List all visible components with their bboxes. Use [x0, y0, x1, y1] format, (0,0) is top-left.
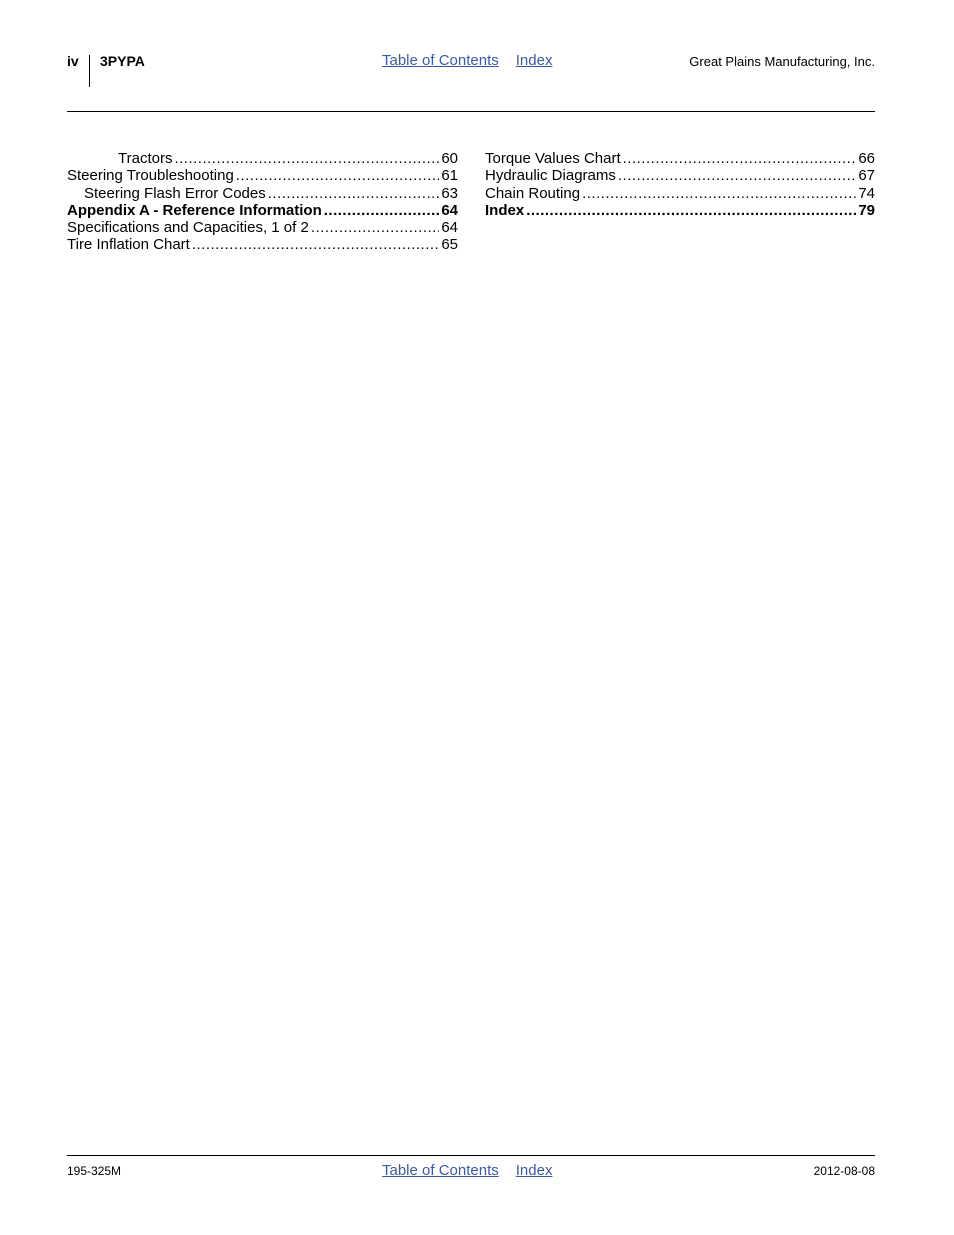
toc-entry-title: Tire Inflation Chart: [67, 236, 190, 254]
footer-rule: [67, 1155, 875, 1156]
footer-date: 2012-08-08: [813, 1164, 875, 1178]
toc-entry-page: 61: [441, 167, 458, 185]
footer-index-link[interactable]: Index: [515, 1162, 553, 1179]
toc-leader: [268, 185, 440, 202]
toc-entry[interactable]: [485, 167, 875, 184]
toc-entry[interactable]: [67, 219, 458, 236]
toc-entry-page: 65: [441, 236, 458, 254]
toc-entry-title: Steering Troubleshooting: [67, 167, 234, 185]
toc-entry[interactable]: [485, 150, 875, 167]
header-nav: [382, 52, 569, 69]
toc-entry-section[interactable]: [485, 202, 875, 219]
toc-leader: [582, 185, 856, 202]
footer-nav: [382, 1162, 569, 1179]
toc-leader: [526, 202, 856, 219]
footer-doc-code: 195-325M: [67, 1164, 122, 1178]
toc-leader: [192, 236, 439, 253]
toc-link[interactable]: Table of Contents: [382, 52, 499, 69]
toc-entry-title: Chain Routing: [485, 184, 581, 202]
page-footer: [0, 1155, 954, 1195]
toc-leader: [324, 202, 440, 219]
footer-toc-link[interactable]: Table of Contents: [382, 1162, 499, 1179]
toc-entry-page: 64: [441, 219, 458, 237]
toc-entry[interactable]: [67, 185, 458, 202]
toc-leader: [618, 167, 856, 184]
toc-entry-title: Index: [485, 201, 525, 219]
toc-entry-title: Appendix A - Reference Information: [67, 201, 322, 219]
header-rule: [67, 111, 875, 112]
toc-entry-title: Hydraulic Diagrams: [485, 167, 616, 185]
toc-leader: [236, 167, 440, 184]
header-divider: [89, 55, 90, 87]
page-number: iv: [67, 53, 79, 69]
toc-leader: [174, 150, 439, 167]
toc-entry-page: 67: [858, 167, 875, 185]
toc-entry-page: 64: [441, 201, 458, 219]
company-name: Great Plains Manufacturing, Inc.: [689, 54, 875, 69]
toc-leader: [623, 150, 857, 167]
page-header: [0, 0, 954, 112]
toc-entry[interactable]: [67, 167, 458, 184]
toc-entry-page: 74: [858, 184, 875, 202]
index-link[interactable]: Index: [515, 52, 553, 69]
toc-entry[interactable]: [485, 185, 875, 202]
toc-column-left: [67, 150, 458, 254]
toc-entry-title: Torque Values Chart: [485, 150, 621, 167]
doc-code: 3PYPA: [100, 53, 145, 69]
toc-entry[interactable]: [67, 236, 458, 253]
toc-entry-title: Tractors: [118, 150, 173, 167]
toc-entry-title: Specifications and Capacities, 1 of 2: [67, 219, 309, 237]
toc-leader: [311, 219, 440, 236]
toc-entry-page: 79: [858, 201, 875, 219]
toc-entry-page: 63: [441, 184, 458, 202]
toc-entry-page: 66: [858, 150, 875, 167]
toc-entry-section[interactable]: [67, 202, 458, 219]
toc-entry-title: Steering Flash Error Codes: [84, 184, 266, 202]
toc-entry-page: 60: [441, 150, 458, 167]
toc-entry[interactable]: [67, 150, 458, 167]
toc-column-right: [485, 150, 875, 219]
